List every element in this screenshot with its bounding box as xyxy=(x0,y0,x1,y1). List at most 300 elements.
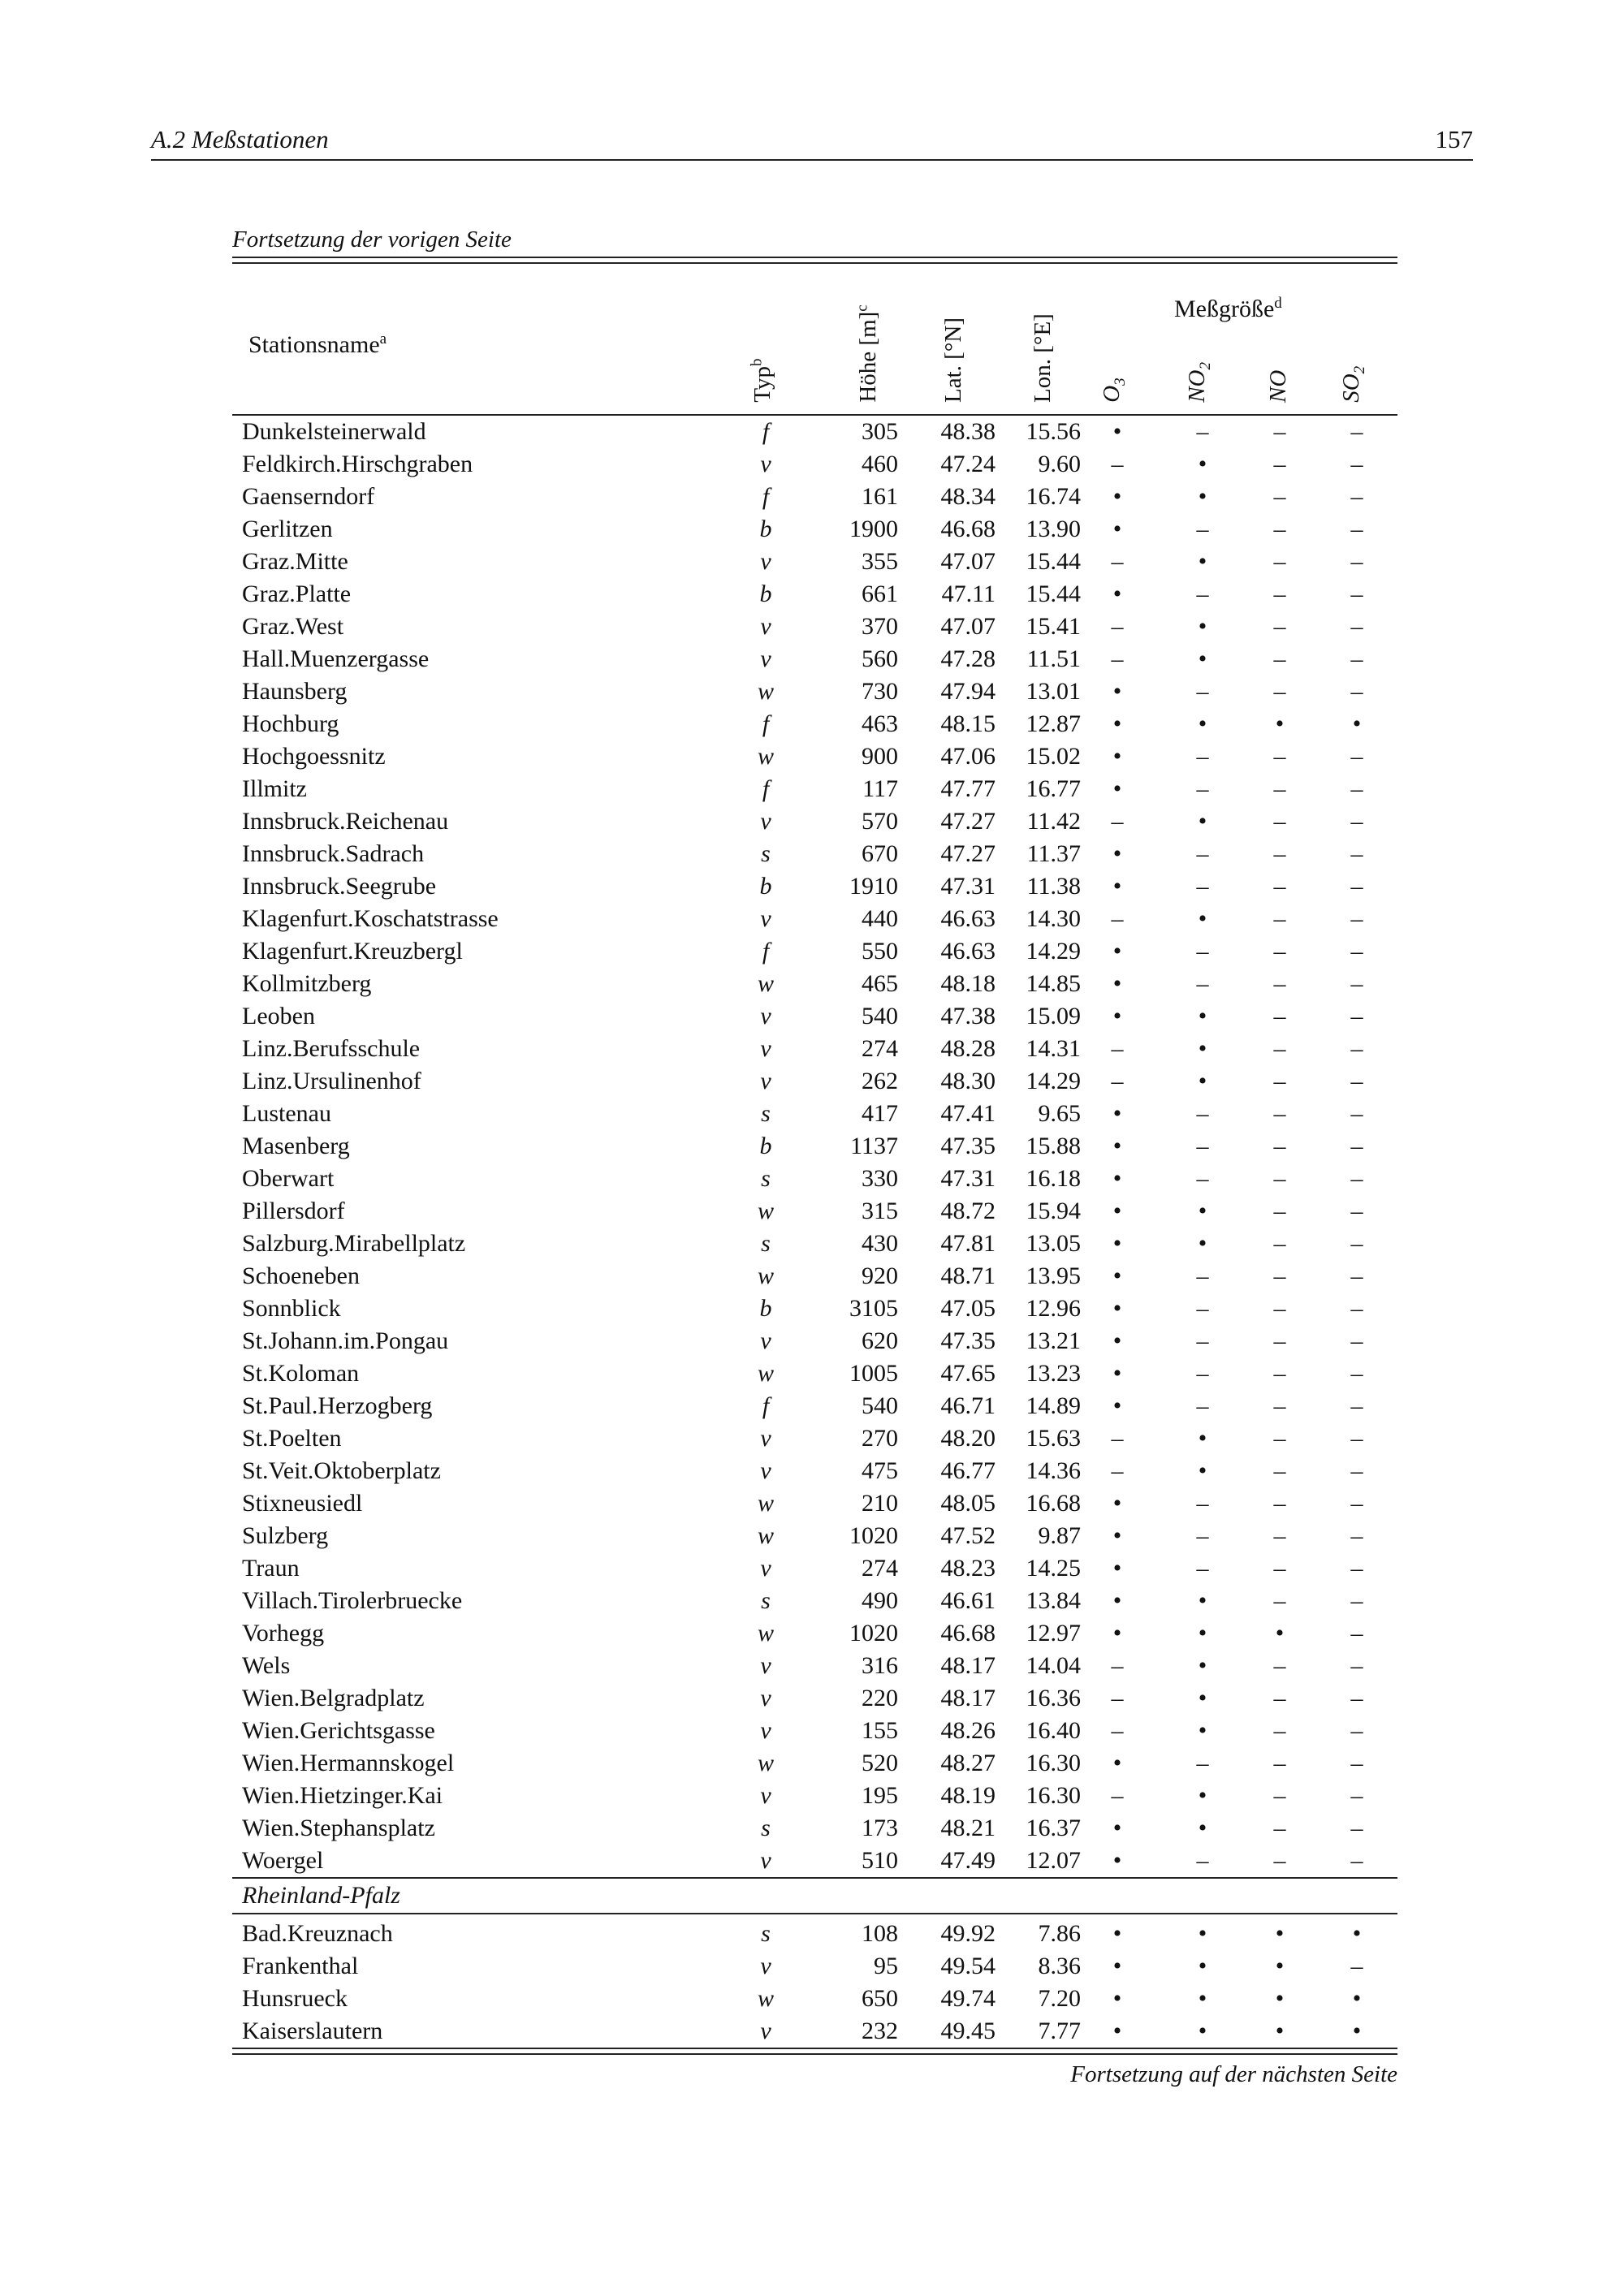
cell-typ: f xyxy=(762,1392,770,1419)
cell-typ: v xyxy=(760,451,771,477)
cell-o3: • xyxy=(1112,580,1122,607)
cell-o3: • xyxy=(1112,1230,1122,1257)
header-o3: $O_3$ xyxy=(1099,378,1129,403)
cell-lon: 14.89 xyxy=(1026,1392,1081,1419)
cell-so2: – xyxy=(1350,1165,1363,1192)
cell-station-name: Wien.Belgradplatz xyxy=(242,1685,425,1711)
table-row xyxy=(232,1983,1397,2015)
cell-so2: – xyxy=(1350,1295,1363,1322)
cell-lon: 13.21 xyxy=(1026,1327,1081,1354)
cell-no: – xyxy=(1273,873,1286,900)
header-typ: Typ$^b$ xyxy=(748,358,775,403)
cell-o3: • xyxy=(1112,1847,1122,1874)
cell-o3: • xyxy=(1112,970,1122,997)
table-row xyxy=(232,513,1397,546)
cell-o3: – xyxy=(1111,1035,1124,1062)
cell-station-name: St.Koloman xyxy=(242,1360,360,1387)
cell-o3: • xyxy=(1112,516,1122,542)
cell-station-name: Wien.Hietzinger.Kai xyxy=(242,1782,443,1809)
cell-typ: w xyxy=(757,1620,774,1646)
cell-lon: 13.01 xyxy=(1026,678,1081,705)
cell-lon: 9.60 xyxy=(1038,451,1081,477)
cell-no: • xyxy=(1275,1620,1285,1646)
cell-lon: 13.90 xyxy=(1026,516,1081,542)
cell-typ: f xyxy=(762,710,770,737)
cell-typ: w xyxy=(757,1360,774,1387)
cell-hoehe: 475 xyxy=(862,1457,898,1484)
cell-o3: – xyxy=(1111,451,1124,477)
table-row xyxy=(232,675,1397,708)
cell-lat: 48.20 xyxy=(940,1425,996,1452)
table-body-1 xyxy=(232,416,1397,1877)
cell-lon: 16.18 xyxy=(1026,1165,1081,1192)
cell-station-name: Klagenfurt.Kreuzbergl xyxy=(242,938,463,965)
cell-so2: – xyxy=(1350,580,1363,607)
cell-o3: • xyxy=(1112,873,1122,900)
cell-so2: – xyxy=(1350,743,1363,770)
cell-station-name: Pillersdorf xyxy=(242,1198,345,1224)
cell-lat: 49.54 xyxy=(940,1953,996,1979)
cell-lon: 14.31 xyxy=(1026,1035,1081,1062)
cell-station-name: Innsbruck.Reichenau xyxy=(242,808,449,835)
cell-typ: v xyxy=(760,645,771,672)
cell-no: – xyxy=(1273,1457,1286,1484)
cell-hoehe: 730 xyxy=(862,678,898,705)
cell-no2: – xyxy=(1196,418,1209,445)
cell-so2: – xyxy=(1350,808,1363,835)
cell-no2: • xyxy=(1198,1985,1207,2012)
cell-hoehe: 210 xyxy=(862,1490,898,1517)
cell-lon: 14.29 xyxy=(1026,1068,1081,1094)
cell-station-name: St.Poelten xyxy=(242,1425,342,1452)
cell-lon: 16.77 xyxy=(1026,775,1081,802)
table-row xyxy=(232,1747,1397,1780)
cell-hoehe: 1005 xyxy=(849,1360,898,1387)
cell-o3: • xyxy=(1112,1133,1122,1159)
cell-no2: – xyxy=(1196,516,1209,542)
cell-typ: v xyxy=(760,808,771,835)
cell-lon: 15.41 xyxy=(1026,613,1081,640)
cell-so2: – xyxy=(1350,613,1363,640)
cell-no: – xyxy=(1273,775,1286,802)
cell-o3: • xyxy=(1112,678,1122,705)
table-row xyxy=(232,773,1397,805)
table-row xyxy=(232,1098,1397,1130)
cell-no2: • xyxy=(1198,548,1207,575)
cell-no2: – xyxy=(1196,1262,1209,1289)
cell-no2: – xyxy=(1196,775,1209,802)
cell-no2: – xyxy=(1196,1555,1209,1582)
cell-lon: 11.37 xyxy=(1026,840,1081,867)
table-row xyxy=(232,870,1397,903)
cell-lon: 15.63 xyxy=(1026,1425,1081,1452)
table-row xyxy=(232,546,1397,578)
header-no2: $NO_2$ xyxy=(1184,362,1214,403)
cell-typ: s xyxy=(761,1920,771,1947)
cell-so2: – xyxy=(1350,1003,1363,1029)
table-row xyxy=(232,1585,1397,1617)
cell-no: – xyxy=(1273,1782,1286,1809)
cell-no: – xyxy=(1273,1327,1286,1354)
cell-typ: v xyxy=(760,1847,771,1874)
cell-station-name: Dunkelsteinerwald xyxy=(242,418,426,445)
cell-typ: b xyxy=(759,580,772,607)
cell-station-name: Hunsrueck xyxy=(242,1985,348,2012)
cell-no2: – xyxy=(1196,1490,1209,1517)
cell-o3: • xyxy=(1112,1100,1122,1127)
table-row xyxy=(232,838,1397,870)
cell-station-name: Bad.Kreuznach xyxy=(242,1920,393,1947)
cell-lon: 16.40 xyxy=(1026,1717,1081,1744)
cell-no2: – xyxy=(1196,938,1209,965)
cell-so2: – xyxy=(1350,1068,1363,1094)
cell-station-name: Frankenthal xyxy=(242,1953,359,1979)
cell-so2: • xyxy=(1352,2018,1362,2044)
table-row xyxy=(232,1228,1397,1260)
cell-typ: f xyxy=(762,418,770,445)
group-row-rheinland-pfalz: Rheinland-Pfalz xyxy=(232,1877,1397,1914)
cell-lon: 14.85 xyxy=(1026,970,1081,997)
cell-lon: 12.97 xyxy=(1026,1620,1081,1646)
cell-hoehe: 274 xyxy=(862,1555,898,1582)
table-row xyxy=(232,1487,1397,1520)
cell-lon: 8.36 xyxy=(1038,1953,1081,1979)
header-lon: Lon. [°E] xyxy=(1030,313,1056,403)
cell-lat: 47.05 xyxy=(940,1295,996,1322)
cell-lat: 46.71 xyxy=(940,1392,996,1419)
cell-so2: – xyxy=(1350,483,1363,510)
cell-typ: b xyxy=(759,1133,772,1159)
cell-so2: – xyxy=(1350,516,1363,542)
cell-hoehe: 417 xyxy=(862,1100,898,1127)
cell-lat: 49.92 xyxy=(940,1920,996,1947)
cell-station-name: Linz.Ursulinenhof xyxy=(242,1068,421,1094)
cell-no2: • xyxy=(1198,1230,1207,1257)
cell-lat: 49.74 xyxy=(940,1985,996,2012)
cell-station-name: Kaiserslautern xyxy=(242,2018,383,2044)
table-top-rule xyxy=(232,257,1397,264)
cell-typ: v xyxy=(760,905,771,932)
cell-hoehe: 463 xyxy=(862,710,898,737)
cell-o3: – xyxy=(1111,613,1124,640)
cell-station-name: Haunsberg xyxy=(242,678,348,705)
cell-no: – xyxy=(1273,1198,1286,1224)
cell-station-name: Wien.Gerichtsgasse xyxy=(242,1717,435,1744)
cell-station-name: Leoben xyxy=(242,1003,315,1029)
cell-lat: 47.27 xyxy=(940,840,996,867)
cell-typ: b xyxy=(759,1295,772,1322)
cell-hoehe: 108 xyxy=(862,1920,898,1947)
cell-no2: – xyxy=(1196,678,1209,705)
cell-no2: • xyxy=(1198,1587,1207,1614)
cell-o3: – xyxy=(1111,808,1124,835)
table-row xyxy=(232,968,1397,1000)
table-row xyxy=(232,1357,1397,1390)
cell-hoehe: 1137 xyxy=(850,1133,898,1159)
cell-no2: • xyxy=(1198,1003,1207,1029)
cell-no: – xyxy=(1273,1555,1286,1582)
cell-so2: – xyxy=(1350,1457,1363,1484)
cell-typ: v xyxy=(760,613,771,640)
cell-hoehe: 1910 xyxy=(849,873,898,900)
cell-typ: w xyxy=(757,743,774,770)
table-row xyxy=(232,578,1397,611)
cell-so2: – xyxy=(1350,1327,1363,1354)
cell-no2: • xyxy=(1198,1685,1207,1711)
cell-so2: – xyxy=(1350,451,1363,477)
cell-station-name: Vorhegg xyxy=(242,1620,325,1646)
cell-typ: v xyxy=(760,1652,771,1679)
table-row xyxy=(232,1780,1397,1812)
cell-no2: • xyxy=(1198,1457,1207,1484)
cell-station-name: Sonnblick xyxy=(242,1295,341,1322)
cell-no: – xyxy=(1273,1295,1286,1322)
section-title: A.2 Meßstationen xyxy=(151,125,329,153)
cell-o3: • xyxy=(1112,1750,1122,1776)
cell-hoehe: 620 xyxy=(862,1327,898,1354)
cell-so2: – xyxy=(1350,1133,1363,1159)
cell-no2: • xyxy=(1198,1920,1207,1947)
cell-station-name: Hall.Muenzergasse xyxy=(242,645,430,672)
cell-station-name: St.Paul.Herzogberg xyxy=(242,1392,433,1419)
cell-o3: • xyxy=(1112,1620,1122,1646)
cell-station-name: Wien.Hermannskogel xyxy=(242,1750,455,1776)
cell-so2: – xyxy=(1350,1652,1363,1679)
cell-typ: f xyxy=(762,938,770,965)
table-row xyxy=(232,1000,1397,1033)
cell-lat: 47.11 xyxy=(941,580,996,607)
cell-hoehe: 274 xyxy=(862,1035,898,1062)
table-row xyxy=(232,448,1397,481)
cell-typ: v xyxy=(760,1953,771,1979)
cell-no: – xyxy=(1273,1652,1286,1679)
cell-hoehe: 355 xyxy=(862,548,898,575)
cell-typ: w xyxy=(757,970,774,997)
cell-hoehe: 3105 xyxy=(849,1295,898,1322)
cell-no2: – xyxy=(1196,1847,1209,1874)
cell-typ: v xyxy=(760,1003,771,1029)
cell-no2: – xyxy=(1196,970,1209,997)
cell-no2: – xyxy=(1196,1295,1209,1322)
cell-o3: • xyxy=(1112,1920,1122,1947)
cell-no: – xyxy=(1273,1717,1286,1744)
cell-no: – xyxy=(1273,1035,1286,1062)
cell-so2: – xyxy=(1350,1425,1363,1452)
cell-lat: 47.41 xyxy=(940,1100,996,1127)
cell-lat: 47.24 xyxy=(940,451,996,477)
cell-no: – xyxy=(1273,1068,1286,1094)
cell-hoehe: 117 xyxy=(862,775,898,802)
cell-hoehe: 560 xyxy=(862,645,898,672)
header-stationsname: Stationsname$^a$ xyxy=(248,330,387,358)
cell-so2: – xyxy=(1350,1847,1363,1874)
cell-no: – xyxy=(1273,516,1286,542)
cell-hoehe: 232 xyxy=(862,2018,898,2044)
table-row xyxy=(232,1552,1397,1585)
cell-no2: – xyxy=(1196,1522,1209,1549)
cell-station-name: Traun xyxy=(242,1555,300,1582)
cell-lat: 47.27 xyxy=(940,808,996,835)
cell-o3: • xyxy=(1112,1815,1122,1841)
table-row xyxy=(232,1682,1397,1715)
cell-no: – xyxy=(1273,1425,1286,1452)
cell-o3: • xyxy=(1112,1198,1122,1224)
cell-hoehe: 161 xyxy=(862,483,898,510)
cell-no: – xyxy=(1273,1262,1286,1289)
cell-no: – xyxy=(1273,1165,1286,1192)
cell-no: – xyxy=(1273,1490,1286,1517)
cell-o3: – xyxy=(1111,1685,1124,1711)
cell-so2: – xyxy=(1350,938,1363,965)
cell-no: – xyxy=(1273,1230,1286,1257)
cell-so2: • xyxy=(1352,1985,1362,2012)
table-row xyxy=(232,1325,1397,1357)
cell-station-name: Graz.West xyxy=(242,613,344,640)
table-row xyxy=(232,1617,1397,1650)
cell-hoehe: 460 xyxy=(862,451,898,477)
cell-no: – xyxy=(1273,1587,1286,1614)
cell-lat: 48.28 xyxy=(940,1035,996,1062)
cell-no: – xyxy=(1273,1003,1286,1029)
table-row xyxy=(232,481,1397,513)
table-row xyxy=(232,2015,1397,2048)
cell-typ: v xyxy=(760,1068,771,1094)
cell-o3: • xyxy=(1112,1003,1122,1029)
cell-typ: s xyxy=(761,1587,771,1614)
table-body-2 xyxy=(232,1918,1397,2048)
cell-hoehe: 440 xyxy=(862,905,898,932)
cell-no2: – xyxy=(1196,1750,1209,1776)
cell-station-name: Wien.Stephansplatz xyxy=(242,1815,435,1841)
cell-lat: 48.23 xyxy=(940,1555,996,1582)
header-hoehe: Höhe $[m]^c$ xyxy=(853,304,881,403)
cell-lon: 14.25 xyxy=(1026,1555,1081,1582)
cell-no2: – xyxy=(1196,1392,1209,1419)
cell-lat: 47.81 xyxy=(940,1230,996,1257)
cell-lat: 47.28 xyxy=(940,645,996,672)
cell-hoehe: 430 xyxy=(862,1230,898,1257)
cell-station-name: Stixneusiedl xyxy=(242,1490,363,1517)
cell-no2: • xyxy=(1198,483,1207,510)
cell-no: • xyxy=(1275,710,1285,737)
table-row xyxy=(232,708,1397,740)
table-row xyxy=(232,1163,1397,1195)
table-row xyxy=(232,740,1397,773)
cell-no2: – xyxy=(1196,1360,1209,1387)
cell-no2: • xyxy=(1198,710,1207,737)
cell-lat: 48.26 xyxy=(940,1717,996,1744)
table-row xyxy=(232,1950,1397,1983)
cell-lat: 47.35 xyxy=(940,1327,996,1354)
cell-typ: s xyxy=(761,1165,771,1192)
cell-no: – xyxy=(1273,1360,1286,1387)
cell-lon: 7.77 xyxy=(1038,2018,1081,2044)
table-row xyxy=(232,1422,1397,1455)
cell-so2: – xyxy=(1350,1198,1363,1224)
cell-hoehe: 670 xyxy=(862,840,898,867)
cell-station-name: Gaenserndorf xyxy=(242,483,375,510)
cell-so2: • xyxy=(1352,1920,1362,1947)
cell-lon: 12.87 xyxy=(1026,710,1081,737)
cell-no: – xyxy=(1273,1815,1286,1841)
cell-o3: • xyxy=(1112,743,1122,770)
cell-typ: f xyxy=(762,483,770,510)
cell-hoehe: 1900 xyxy=(849,516,898,542)
cell-typ: v xyxy=(760,1685,771,1711)
cell-hoehe: 262 xyxy=(862,1068,898,1094)
table-bottom-rule xyxy=(232,2048,1397,2055)
cell-typ: s xyxy=(761,1815,771,1841)
header-messgroesse: Meßgröße$^d$ xyxy=(1174,295,1282,322)
cell-no: – xyxy=(1273,1100,1286,1127)
cell-so2: – xyxy=(1350,1587,1363,1614)
cell-no: – xyxy=(1273,970,1286,997)
cell-station-name: Sulzberg xyxy=(242,1522,329,1549)
cell-station-name: Illmitz xyxy=(242,775,307,802)
cell-so2: – xyxy=(1350,1100,1363,1127)
table-row xyxy=(232,805,1397,838)
cell-lat: 47.31 xyxy=(940,873,996,900)
cell-lon: 14.36 xyxy=(1026,1457,1081,1484)
cell-lat: 48.17 xyxy=(940,1685,996,1711)
cell-typ: b xyxy=(759,873,772,900)
table-row xyxy=(232,1390,1397,1422)
cell-hoehe: 1020 xyxy=(849,1522,898,1549)
cell-hoehe: 650 xyxy=(862,1985,898,2012)
cell-lat: 46.68 xyxy=(940,516,996,542)
cell-station-name: Oberwart xyxy=(242,1165,335,1192)
cell-no: – xyxy=(1273,613,1286,640)
cell-station-name: Masenberg xyxy=(242,1133,350,1159)
cell-lon: 16.68 xyxy=(1026,1490,1081,1517)
cell-typ: v xyxy=(760,1425,771,1452)
cell-station-name: Hochburg xyxy=(242,710,339,737)
cell-typ: f xyxy=(762,775,770,802)
table-row xyxy=(232,1520,1397,1552)
cell-station-name: Woergel xyxy=(242,1847,324,1874)
cell-no: – xyxy=(1273,418,1286,445)
cell-hoehe: 510 xyxy=(862,1847,898,1874)
cell-hoehe: 540 xyxy=(862,1003,898,1029)
cell-o3: • xyxy=(1112,710,1122,737)
cell-lon: 15.02 xyxy=(1026,743,1081,770)
cell-o3: – xyxy=(1111,1425,1124,1452)
cell-typ: w xyxy=(757,1985,774,2012)
cell-o3: • xyxy=(1112,1295,1122,1322)
cell-no2: – xyxy=(1196,1327,1209,1354)
table-row xyxy=(232,416,1397,448)
cell-no: – xyxy=(1273,645,1286,672)
table-row xyxy=(232,1293,1397,1325)
cell-lat: 47.52 xyxy=(940,1522,996,1549)
cell-hoehe: 900 xyxy=(862,743,898,770)
cell-lon: 14.30 xyxy=(1026,905,1081,932)
cell-lat: 48.30 xyxy=(940,1068,996,1094)
cell-o3: • xyxy=(1112,483,1122,510)
cell-o3: • xyxy=(1112,1165,1122,1192)
cell-no: – xyxy=(1273,451,1286,477)
cell-o3: • xyxy=(1112,1262,1122,1289)
cell-no2: – xyxy=(1196,1133,1209,1159)
cell-no: – xyxy=(1273,840,1286,867)
cell-so2: – xyxy=(1350,645,1363,672)
cell-station-name: St.Veit.Oktoberplatz xyxy=(242,1457,441,1484)
cell-so2: – xyxy=(1350,1392,1363,1419)
table-row xyxy=(232,1260,1397,1293)
cell-o3: – xyxy=(1111,645,1124,672)
cell-lat: 46.63 xyxy=(940,905,996,932)
cell-hoehe: 465 xyxy=(862,970,898,997)
